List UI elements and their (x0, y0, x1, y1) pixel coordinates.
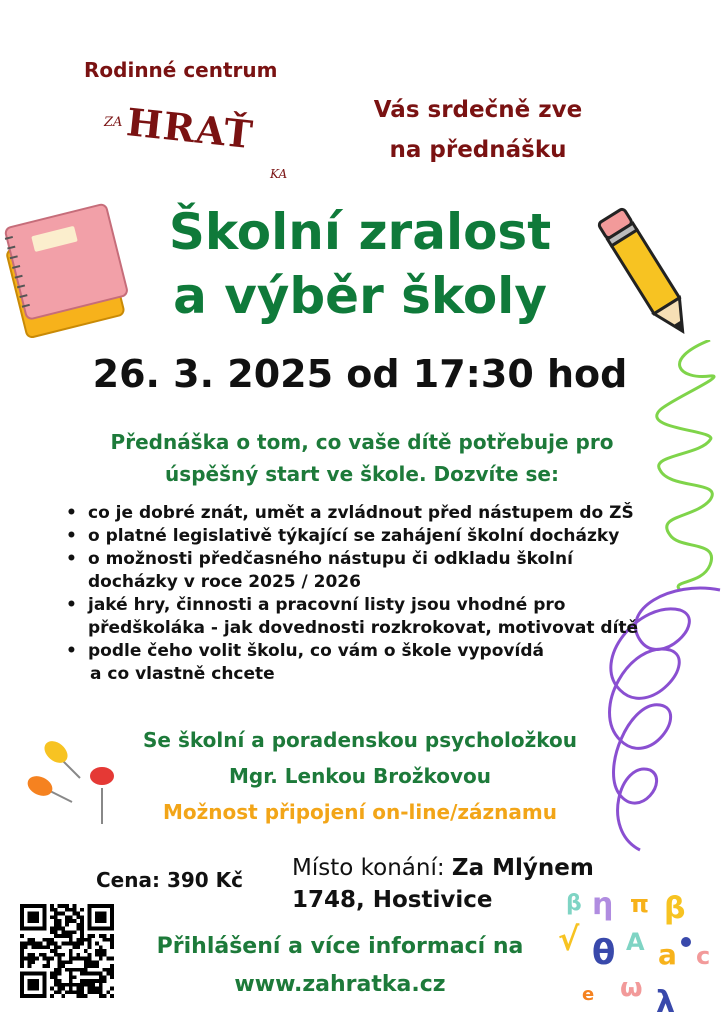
signup-line: Přihlášení a více informací na (156, 934, 524, 959)
math-symbol: ω (620, 973, 643, 1003)
math-symbol: η (592, 887, 614, 922)
topic-list (62, 502, 682, 686)
list-item (62, 525, 682, 548)
organization-label: Rodinné centrum (84, 58, 278, 82)
list-item-line: a co vlastně chcete (90, 664, 275, 684)
title-line-1: Školní zralost (168, 203, 552, 261)
math-symbol: A (626, 928, 645, 956)
math-symbol: π (630, 890, 649, 918)
venue-value-line-1: Za Mlýnem (451, 855, 594, 881)
zahratka-logo (102, 92, 292, 184)
math-symbol: θ (592, 933, 616, 973)
price-label: Cena: 390 Kč (96, 868, 244, 892)
math-symbol: β (664, 891, 686, 926)
lecturer-line-1: Se školní a poradenskou psycholožkou (143, 728, 577, 752)
intro-line-1: Přednáška o tom, co vaše dítě potřebuje pro (110, 430, 614, 454)
list-item-line: předškoláka - jak dovednosti rozkrokovat, motivovat dítě (88, 618, 639, 638)
logo-main: HRAŤ (124, 99, 256, 158)
page-title (110, 200, 610, 328)
invitation-text (358, 90, 598, 170)
list-item-line: • podle čeho volit školu, co vám o škole vypovídá (88, 641, 544, 661)
venue-value-line-2: 1748, Hostivice (292, 887, 493, 913)
list-item-line: • o platné legislativě týkající se zahájení školní docházky (88, 526, 620, 546)
event-datetime: 26. 3. 2025 od 17:30 hod (92, 352, 628, 396)
title-line-2: a výběr školy (173, 267, 547, 325)
pin-icon (24, 772, 72, 802)
list-item (62, 548, 682, 594)
list-item-line: • jaké hry, činnosti a pracovní listy jsou vhodné pro (88, 595, 566, 615)
qr-code[interactable] (20, 904, 114, 998)
math-symbol: a (658, 938, 677, 971)
list-item-line: • o možnosti předčasného nástupu či odkladu školní (88, 549, 573, 569)
lecturer-info (80, 722, 640, 794)
math-symbol: e (582, 984, 595, 1005)
logo-prefix: ZA (104, 115, 123, 130)
online-note: Možnost připojení on-line/záznamu (163, 800, 557, 824)
invite-line-2: na přednášku (389, 137, 567, 163)
signup-info (120, 928, 560, 1004)
list-item (62, 640, 682, 686)
math-symbol: c (696, 942, 711, 970)
list-item (62, 594, 682, 640)
math-symbol: β (566, 891, 582, 916)
list-item-line: • co je dobré znát, umět a zvládnout před nástupem do ZŠ (88, 503, 634, 523)
venue-label: Místo konání: (292, 855, 452, 881)
logo-suffix: KA (270, 167, 288, 181)
intro-text (40, 426, 684, 490)
invite-line-1: Vás srdečně zve (373, 97, 583, 123)
list-item-line: docházky v roce 2025 / 2026 (88, 572, 361, 592)
website-link[interactable]: www.zahratka.cz (234, 972, 446, 997)
intro-line-2: úspěšný start ve škole. Dozvíte se: (165, 462, 559, 486)
venue-info (292, 852, 652, 916)
math-symbol: √ (558, 920, 580, 958)
math-symbol: λ (656, 985, 675, 1020)
list-item (62, 502, 682, 525)
lecturer-name: Mgr. Lenkou Brožkovou (228, 764, 492, 788)
pin-icon (40, 737, 80, 778)
